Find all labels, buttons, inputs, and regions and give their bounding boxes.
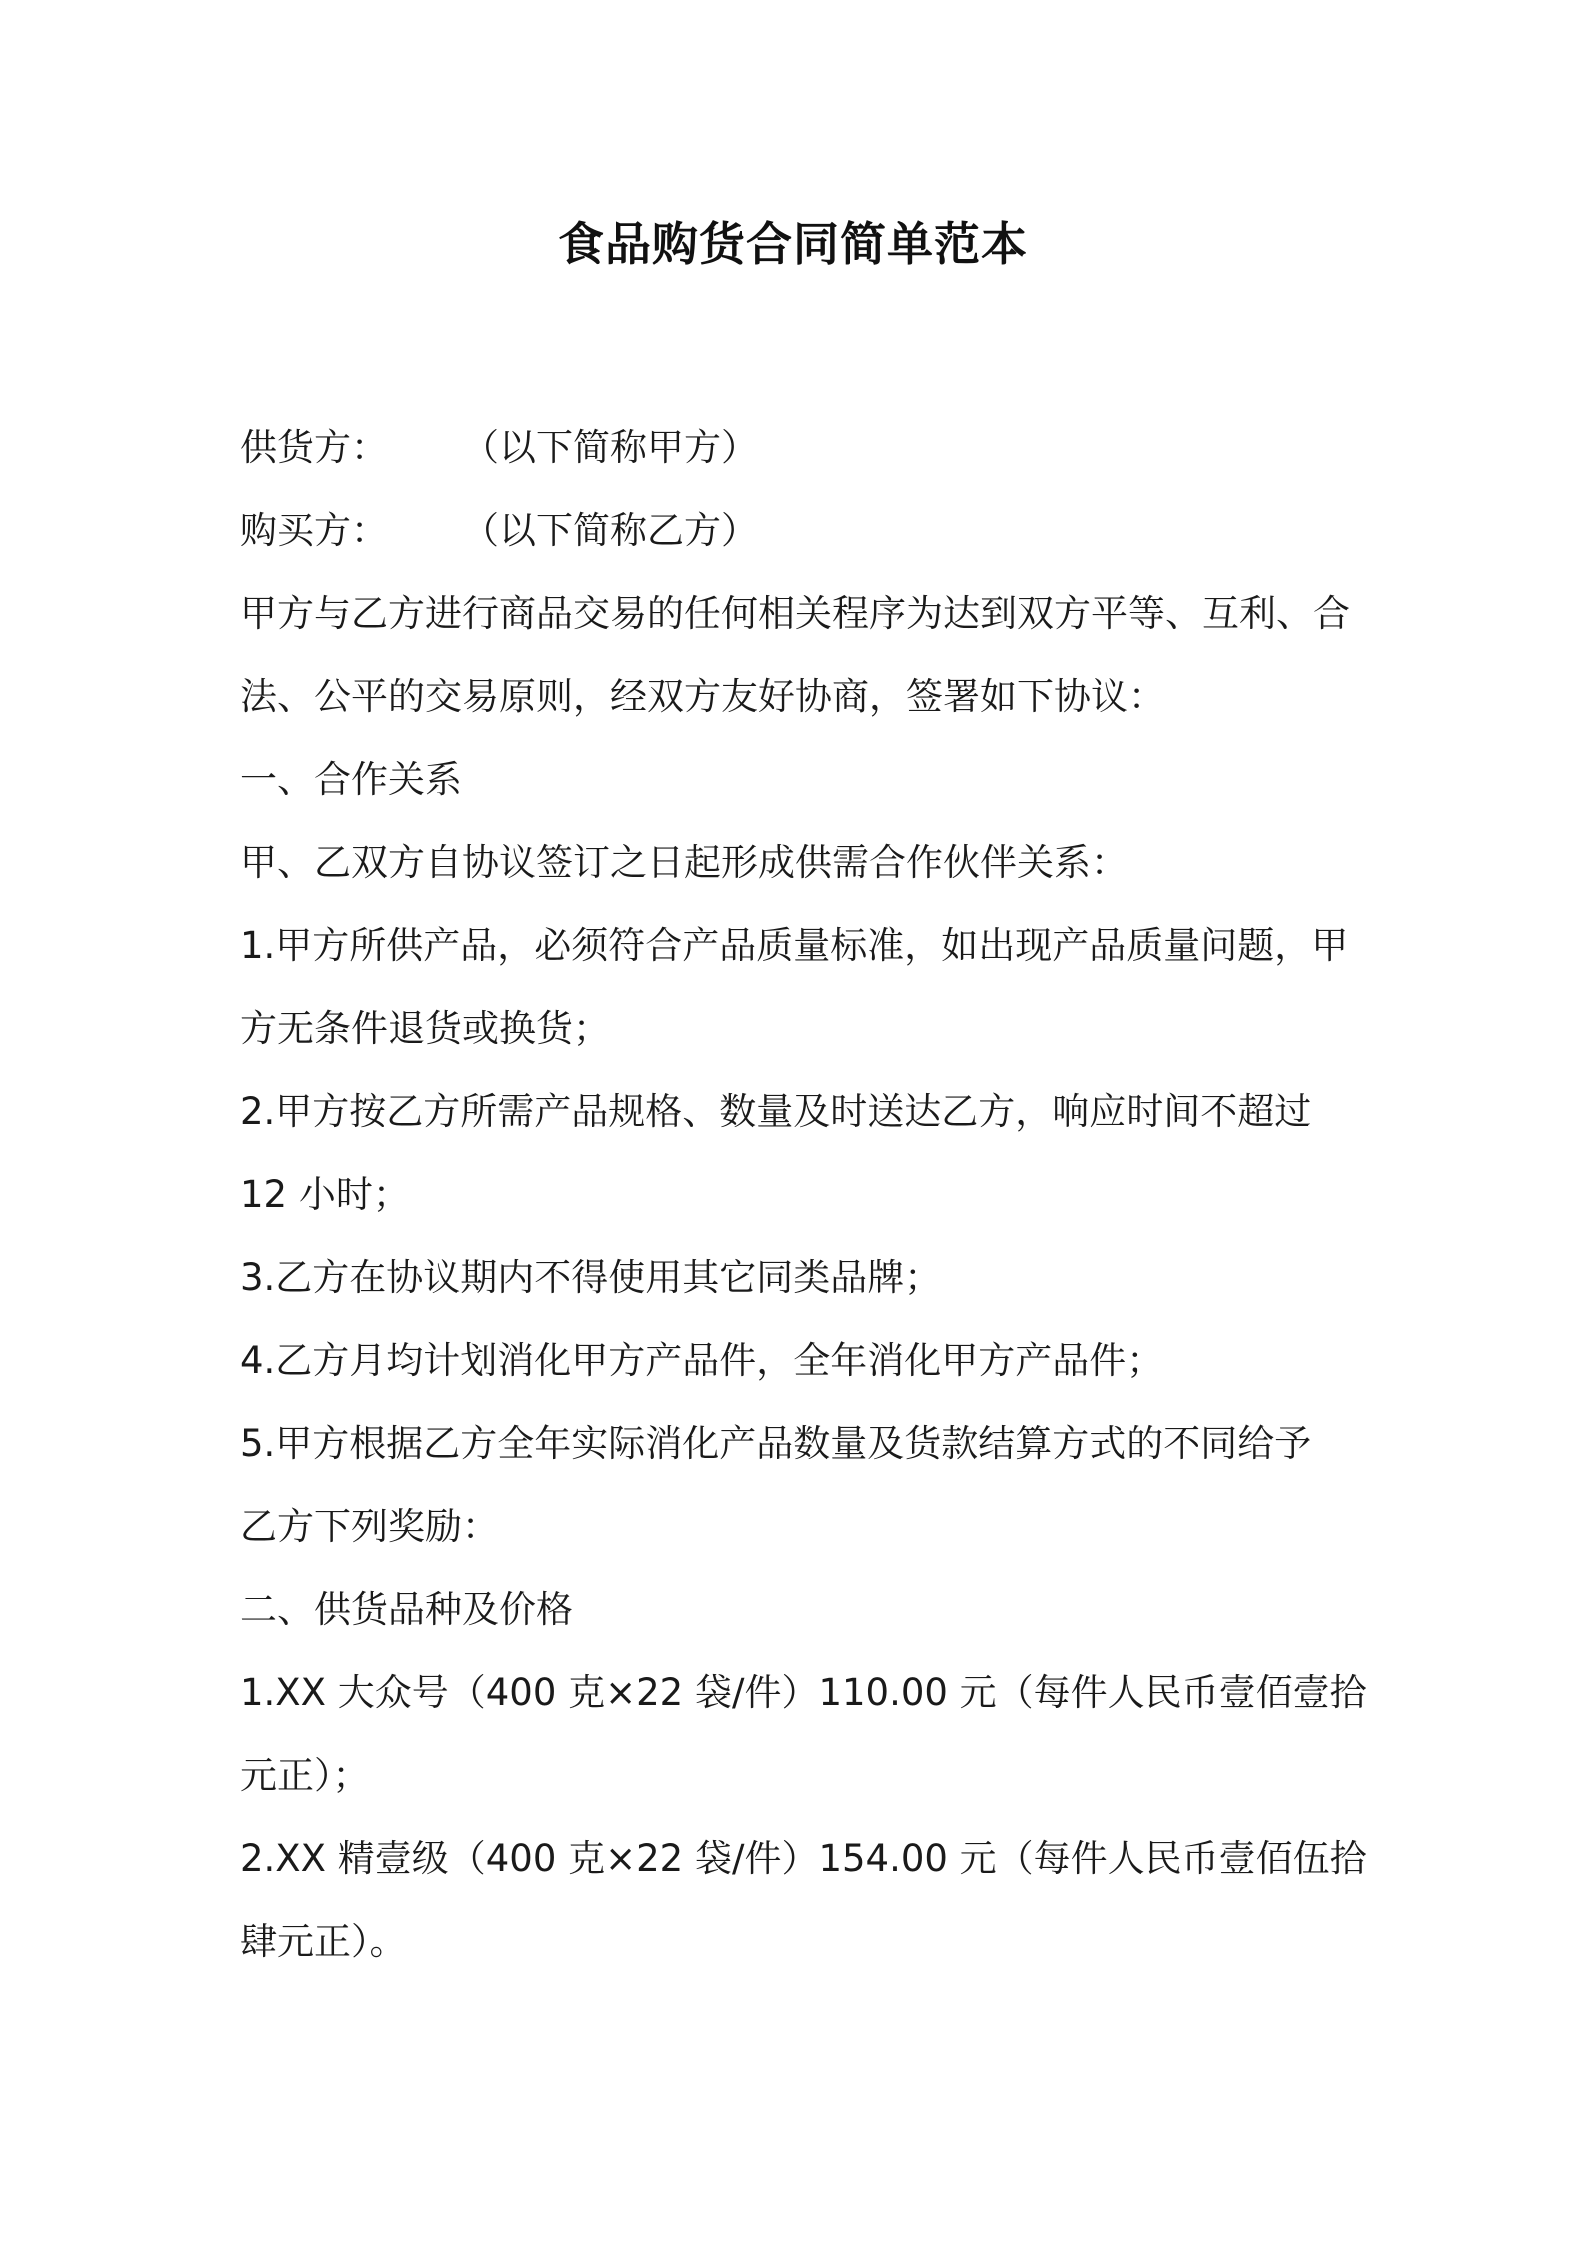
clause-2-line-1: 2.甲方按乙方所需产品规格、数量及时送达乙方，响应时间不超过	[240, 1090, 1312, 1133]
document-body	[240, 406, 1370, 1983]
document-title: 食品购货合同简单范本	[558, 217, 1028, 271]
clause-5-line-2: 乙方下列奖励：	[240, 1505, 499, 1548]
supplier-line	[240, 406, 1370, 489]
product-2-line-1: 2.XX 精壹级（400 克×22 袋/件）154.00 元（每件人民币壹佰伍拾	[240, 1837, 1367, 1880]
cooperation-intro: 甲、乙双方自协议签订之日起形成供需合作伙伴关系：	[240, 841, 1128, 884]
supplier-label: 供货方：	[240, 426, 388, 469]
product-2-line-2: 肆元正）。	[240, 1920, 407, 1963]
section-heading-cooperation: 一、合作关系	[240, 758, 462, 801]
product-1-line-1: 1.XX 大众号（400 克×22 袋/件）110.00 元（每件人民币壹佰壹拾	[240, 1671, 1367, 1714]
buyer-value: （以下简称乙方）	[462, 509, 758, 552]
supplier-value: （以下简称甲方）	[462, 426, 758, 469]
intro-line-2: 法、公平的交易原则，经双方友好协商，签署如下协议：	[240, 675, 1165, 718]
clause-5-line-1: 5.甲方根据乙方全年实际消化产品数量及货款结算方式的不同给予	[240, 1422, 1312, 1465]
clause-2-line-2: 12 小时；	[240, 1173, 410, 1216]
intro-line-1: 甲方与乙方进行商品交易的任何相关程序为达到双方平等、互利、合	[240, 592, 1350, 635]
buyer-line	[240, 489, 1370, 572]
clause-3: 3.乙方在协议期内不得使用其它同类品牌；	[240, 1256, 942, 1299]
clause-4: 4.乙方月均计划消化甲方产品件，全年消化甲方产品件；	[240, 1339, 1164, 1382]
clause-1-line-1: 1.甲方所供产品，必须符合产品质量标准，如出现产品质量问题，甲	[240, 924, 1349, 967]
clause-1-line-2: 方无条件退货或换货；	[240, 1007, 610, 1050]
product-1-line-2: 元正）；	[240, 1754, 370, 1797]
section-heading-products: 二、供货品种及价格	[240, 1588, 573, 1631]
buyer-label: 购买方：	[240, 509, 388, 552]
